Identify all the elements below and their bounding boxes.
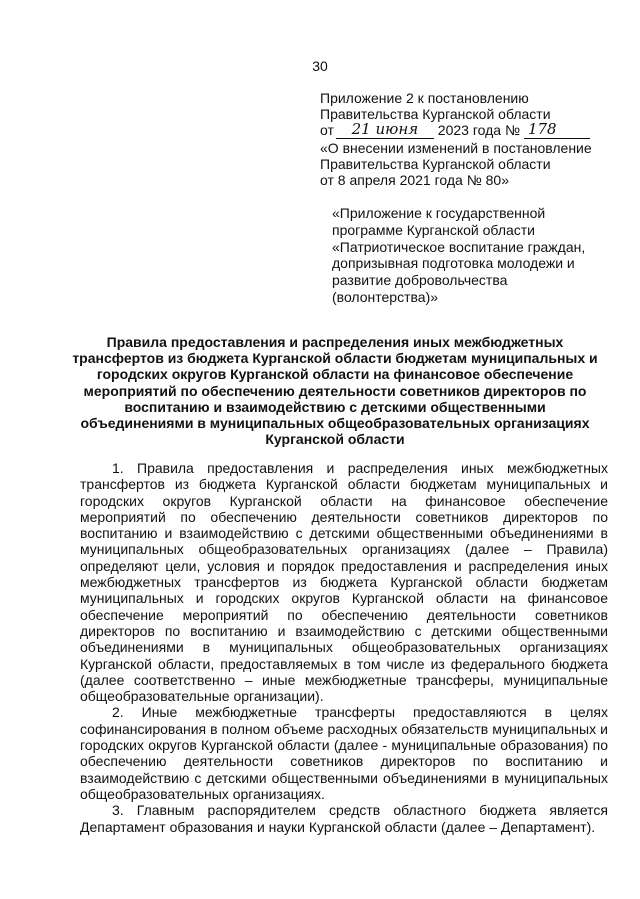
paragraph: 1. Правила предоставления и распределения иных межбюджетных трансфертов из бюджета Курганской области бюджетам муниципальных и городских округов Курганской области на финансовое обеспечение мероприятий по обеспечению деятельности советников директоров по воспитанию и взаимодействию с детскими общественными объединениями в муниципальных общеобразовательных организациях (далее – Правила) определяют цели, условия и порядок предоставления и распределения иных межбюджетных трансфертов из бюджета Курганской области бюджетам муниципальных и городских округов Курганской области на финансовое обеспечение мероприятий по обеспечению деятельности советников директоров по воспитанию и взаимодействию с детскими общественными объединениями в муниципальных общеобразовательных организациях Курганской области, предоставляемых в том числе из федерального бюджета (далее соответственно – иные межбюджетные трансферы, муниципальные общеобразовательные организации). — [80, 460, 608, 705]
program-line: программе Курганской области — [332, 221, 535, 238]
program-line: «Приложение к государственной — [332, 205, 546, 221]
program-annex — [332, 205, 617, 306]
annex-line: «О внесении изменений в постановление — [320, 139, 592, 156]
annex-date-line — [320, 122, 620, 139]
annex-header — [320, 90, 620, 188]
program-line: (волонтерства)» — [332, 288, 439, 305]
page-number: 30 — [312, 58, 328, 74]
program-line: допризывная подготовка молодежи и — [332, 255, 575, 272]
handwritten-number: 178 — [524, 121, 590, 138]
document-title: Правила предоставления и распределения иных межбюджетных трансфертов из бюджета Курганской области бюджетам муниципальных и городских округов Курганской области на финансовое обеспечение мероприятий по обеспечению деятельности советников директоров по воспитанию и взаимодействию с детскими общественными объединениями в муниципальных общеобразовательных организациях Курганской области — [72, 334, 598, 448]
annex-line: от 8 апреля 2021 года № 80» — [320, 172, 509, 189]
annex-line: Приложение 2 к постановлению — [320, 90, 529, 106]
date-prefix: от — [320, 122, 334, 139]
paragraph: 3. Главным распорядителем средств областного бюджета является Департамент образования и науки Курганской области (далее – Департамент). — [80, 802, 608, 835]
handwritten-date: 21 июня — [336, 121, 434, 138]
document-body — [80, 460, 608, 835]
year-text: 2023 года № — [437, 122, 520, 139]
annex-line: Правительства Курганской области — [320, 106, 551, 123]
annex-line: Правительства Курганской области — [320, 155, 551, 172]
program-line: «Патриотическое воспитание граждан, — [332, 238, 586, 255]
program-line: развитие добровольчества — [332, 272, 508, 289]
paragraph: 2. Иные межбюджетные трансферты предоставляются в целях софинансирования в полном объеме расходных обязательств муниципальных и городских округов Курганской области (далее - муниципальные образования) по обеспечению деятельности советников директоров по воспитанию и взаимодействию с детскими общественными объединениями в муниципальных общеобразовательных организациях. — [80, 704, 608, 802]
